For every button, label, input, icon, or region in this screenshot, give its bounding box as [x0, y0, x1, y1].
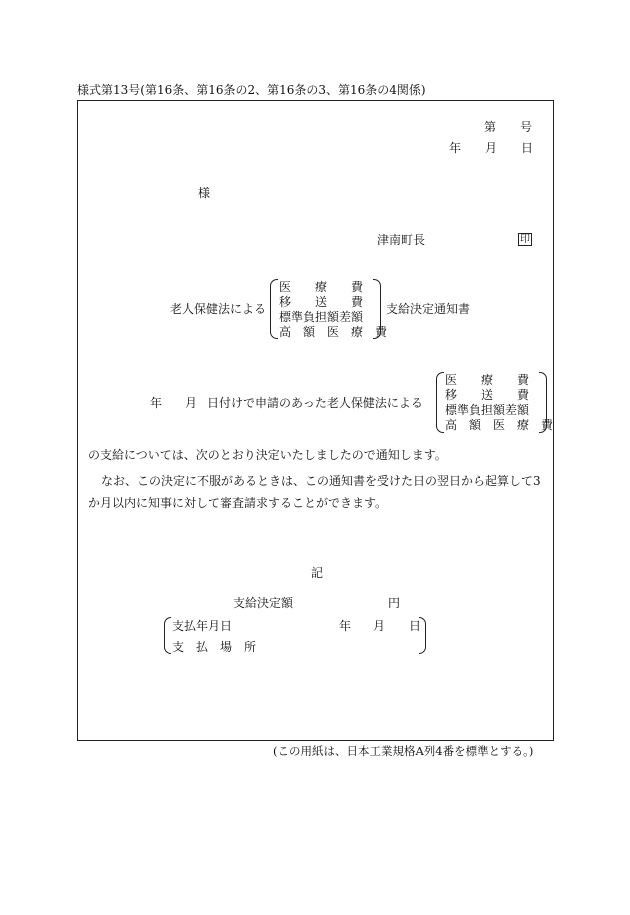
application-text: 日付けで申請のあった老人保健法による [207, 396, 423, 410]
form-title: 様式第13号(第16条、第16条の2、第16条の3、第16条の4関係) [77, 83, 426, 97]
application-option-medical: 医 療 費 [445, 373, 530, 387]
addressee-sama: 様 [198, 186, 211, 200]
payment-month: 月 [373, 619, 386, 633]
application-option-transport: 移 送 費 [445, 388, 530, 402]
application-month: 月 [185, 396, 198, 410]
date-year: 年 [449, 141, 462, 155]
footer-note: (この用紙は、日本工業規格A列4番を標準とする。) [273, 744, 534, 758]
amount-unit: 円 [388, 596, 401, 610]
seal-stamp: 印 [520, 234, 530, 245]
payment-place-label: 支 払 場 所 [172, 640, 257, 654]
title-brace-right [373, 279, 381, 339]
application-option-standard: 標準負担額差額 [445, 403, 530, 417]
title-option-standard: 標準負担額差額 [279, 310, 364, 324]
body-line-2: なお、この決定に不服があるときは、この通知書を受けた日の翌日から起算して3 [101, 474, 541, 488]
body-line-3: か月以内に知事に対して審査請求することができます。 [88, 496, 388, 510]
number-go: 号 [520, 120, 533, 134]
title-option-highcost: 高 額 医 療 費 [279, 325, 388, 339]
application-year: 年 [150, 396, 163, 410]
number-dai: 第 [484, 120, 497, 134]
ki-mark: 記 [311, 566, 324, 580]
issuer-name: 津南町長 [377, 233, 426, 247]
body-line-1: の支給については、次のとおり決定いたしましたので通知します。 [88, 448, 447, 462]
doc-title-prefix: 老人保健法による [170, 302, 267, 316]
date-month: 月 [485, 141, 498, 155]
payment-year: 年 [339, 619, 352, 633]
title-option-transport: 移 送 費 [279, 295, 364, 309]
payment-day: 日 [409, 619, 422, 633]
date-day: 日 [521, 141, 534, 155]
doc-title-suffix: 支給決定通知書 [386, 302, 471, 316]
payment-date-label: 支払年月日 [172, 619, 233, 633]
application-option-highcost: 高 額 医 療 費 [445, 418, 554, 432]
amount-label: 支給決定額 [233, 596, 294, 610]
application-brace-right [539, 372, 547, 433]
title-brace-left [270, 279, 278, 339]
payment-brace-right [419, 617, 426, 654]
application-brace-left [436, 372, 444, 433]
payment-brace-left [164, 617, 171, 654]
title-option-medical: 医 療 費 [279, 280, 364, 294]
